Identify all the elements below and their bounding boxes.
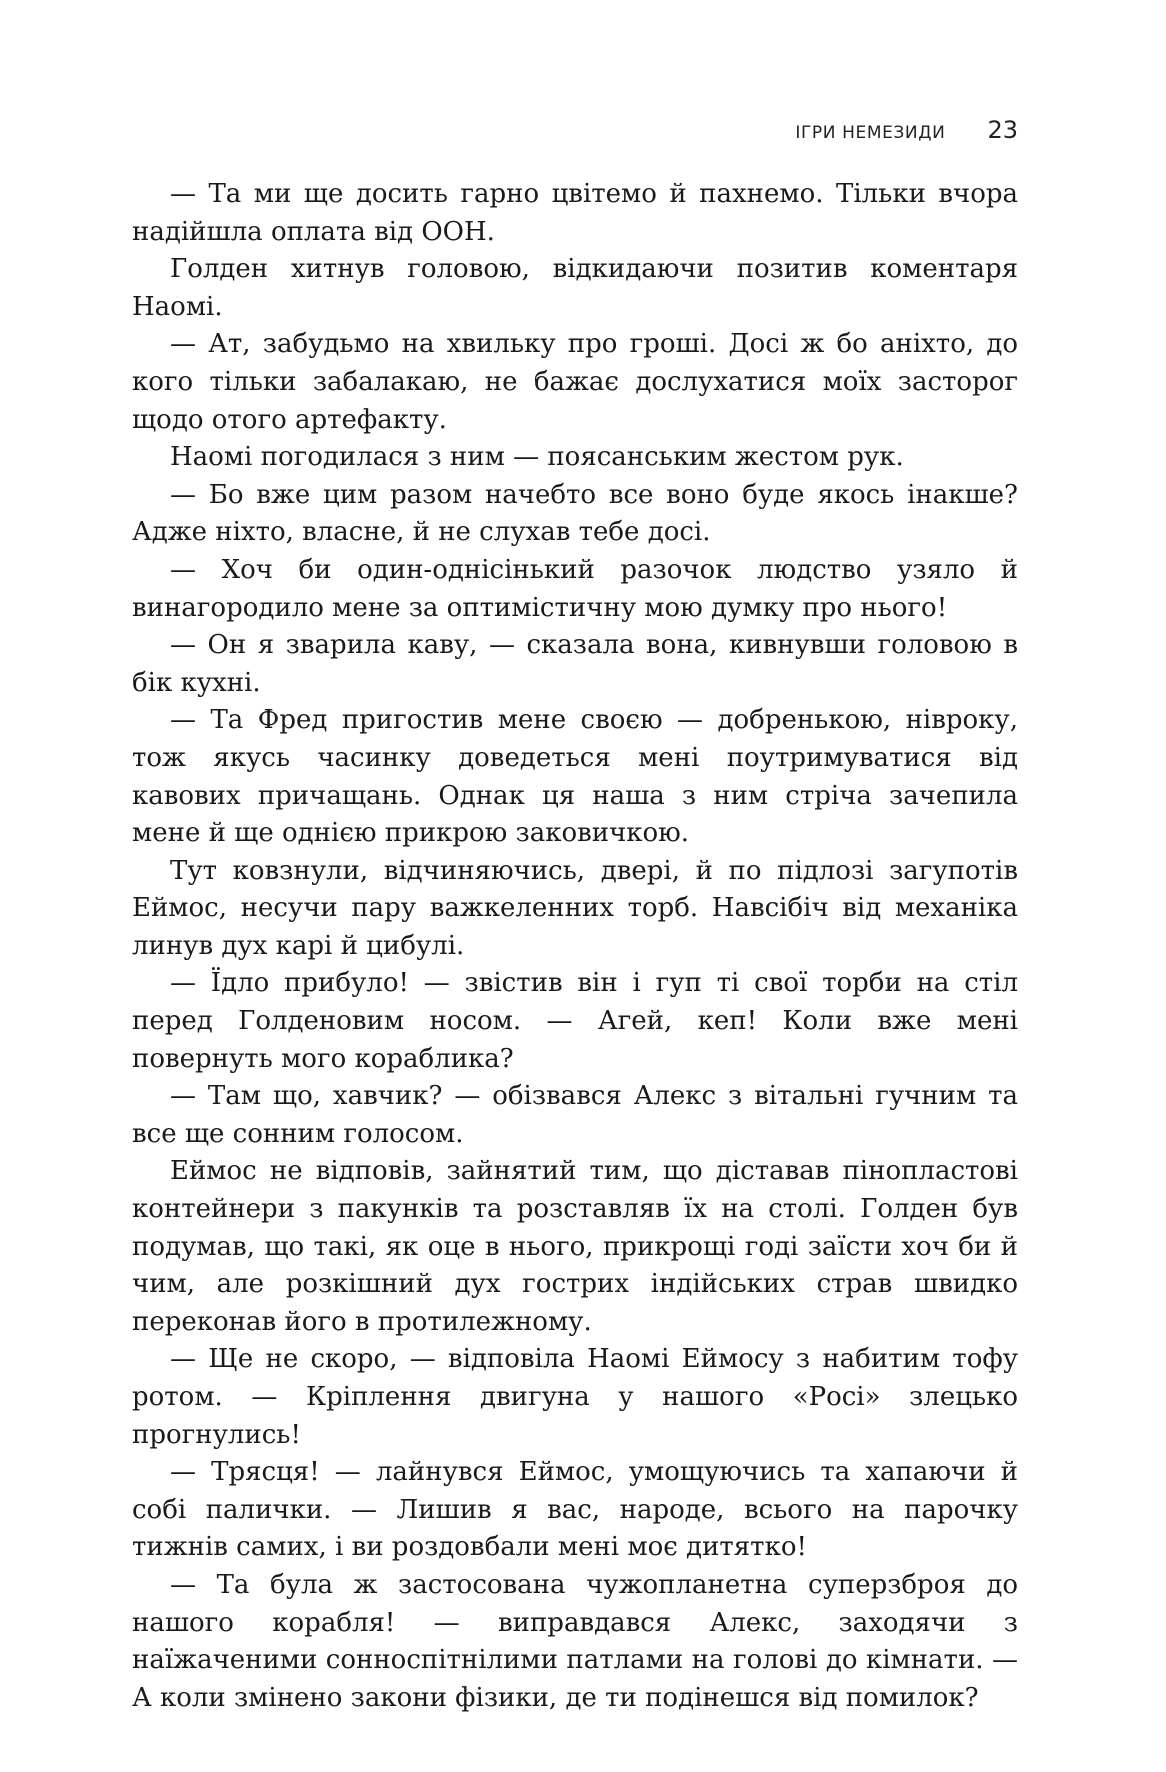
paragraph: — Ат, забудьмо на хвильку про гроші. Досі ж бо аніхто, до кого тільки забалакаю, не бажає дослухатися моїх засторог щодо отого артефакту. (132, 329, 1018, 435)
paragraph: Наомі погодилася з ним — поясанським жестом рук. (170, 442, 904, 473)
paragraph: Тут ковзнули, відчиняючись, двері, й по підлозі загупотів Еймос, несучи пару важкеленних торб. Навсібіч від механіка линув дух карі й цибулі. (132, 855, 1018, 961)
paragraph: — Трясця! — лайнувся Еймос, умощуючись та хапаючи й собі палички. — Лишив я вас, народе, всього на парочку тижнів самих, і ви роздовбали мені моє дитятко! (132, 1457, 1018, 1563)
paragraph: — Ще не скоро, — відповіла Наомі Еймосу з набитим тофу ротом. — Кріплення двигуна у нашого «Росі» злецько прогнулись! (132, 1344, 1018, 1450)
paragraph: Еймос не відповів, зайнятий тим, що діставав пінопластові контейнери з пакунків та розставляв їх на столі. Голден був подумав, що такі, як оце в нього, прикрощі годі заїсти хоч би й чим, але розкішний дух гострих індійських страв швидко переконав його в протилежному. (132, 1156, 1018, 1337)
paragraph: — Там що, хавчик? — обізвався Алекс з вітальні гучним та все ще сонним голосом. (132, 1081, 1018, 1149)
page-number: 23 (987, 116, 1018, 144)
paragraph: — Бо вже цим разом начебто все воно буде якось інакше? Адже ніхто, власне, й не слухав тебе досі. (132, 479, 1018, 548)
paragraph: Голден хитнув головою, відкидаючи позитив коментаря Наомі. (132, 254, 1018, 322)
paragraph: — Їдло прибуло! — звістив він і гуп ті свої торби на стіл перед Голденовим носом. — Агей, кеп! Коли вже мені повернуть мого кораблика? (132, 968, 1018, 1074)
paragraph: — Та Фред пригостив мене своєю — добренькою, нівроку, тож якусь часинку доведеться мені поутримуватися від кавових причащань. Однак ця наша з ним стріча зачепила мене й ще однією прикрою заковичкою. (132, 705, 1018, 849)
running-head (132, 116, 1018, 150)
paragraph: — Та була ж застосована чужопланетна суперзброя до нашого корабля! — виправдався Алекс, заходячи з наїжаченими сонноспітнілими патлами на голові до кімнати. — А коли змінено закони фізики, де ти подінешся від помилок? (132, 1569, 1018, 1713)
running-title: ІГРИ НЕМЕЗИДИ (795, 123, 946, 143)
body-text (132, 176, 1018, 1717)
paragraph: — Хоч би один-однісінький разочок людство узяло й винагородило мене за оптимістичну мою думку про нього! (132, 554, 1018, 623)
paragraph: — Он я зварила каву, — сказала вона, кивнувши головою в бік кухні. (132, 630, 1018, 698)
paragraph: — Та ми ще досить гарно цвітемо й пахнемо. Тільки вчора надійшла оплата від ООН. (132, 179, 1018, 247)
